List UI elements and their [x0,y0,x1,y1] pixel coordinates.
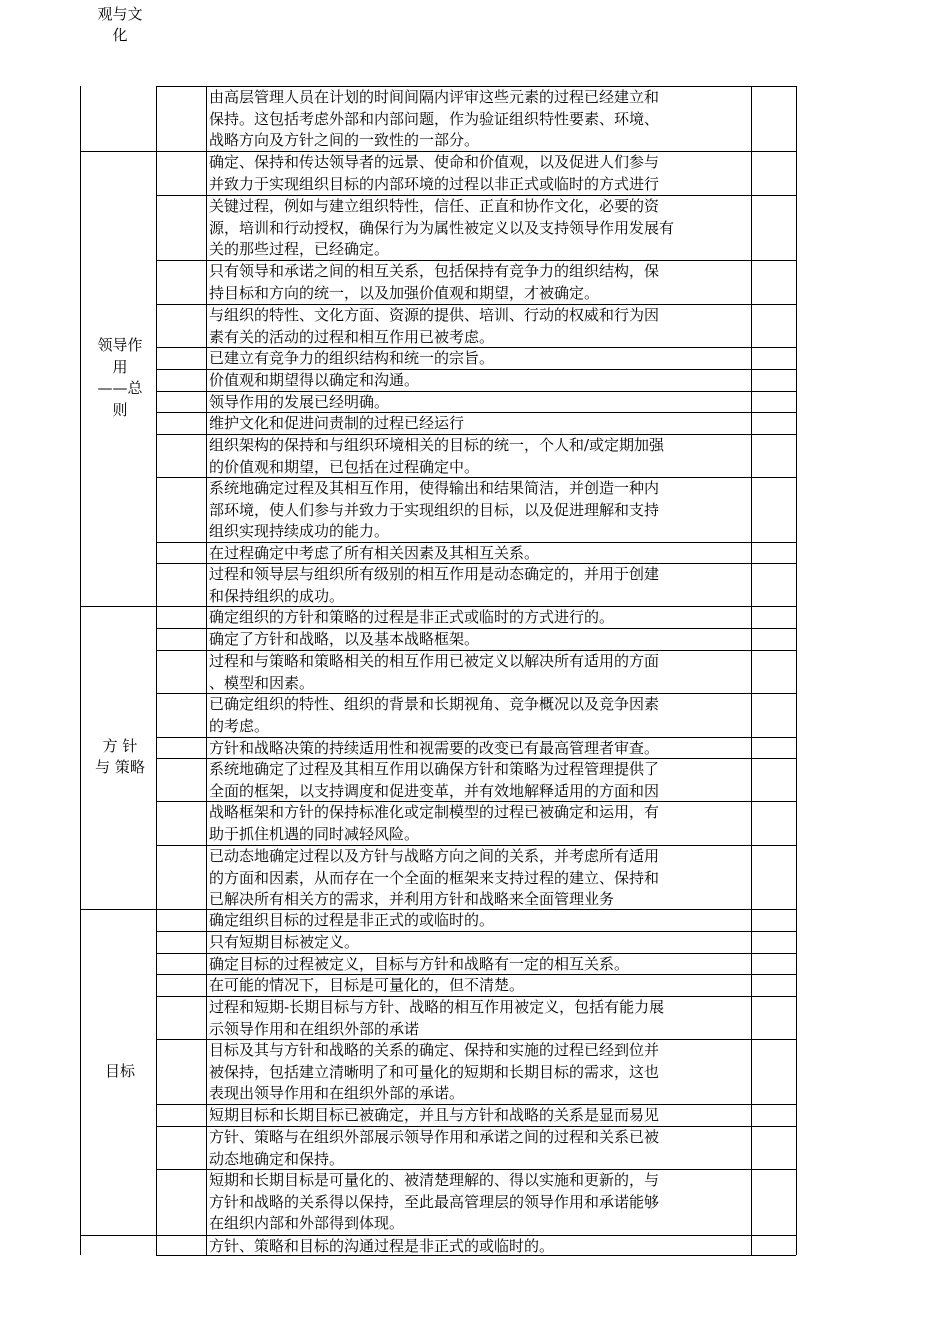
criterion-cell [209,759,749,801]
criterion-line: 组织架构的保持和与组织环境相关的目标的统一，个人和/或定期加强 [209,436,665,454]
criterion-cell [209,629,749,650]
criterion-line: 确定组织的方针和策略的过程是非正式或临时的方式进行的。 [209,608,615,626]
criterion-line: 的方面和因素，从而存在一个全面的框架来支持过程的建立、保持和 [209,868,660,887]
criterion-line: 方针和战略决策的持续适用性和视需要的改变已有最高管理者审查。 [209,739,660,757]
criterion-line: 素有关的活动的过程和相互作用已被考虑。 [209,327,495,346]
criterion-line: 全面的框架，以支持调度和促进变革，并有效地解释适用的方面和因 [209,781,660,800]
criterion-cell [209,932,749,953]
criterion-line: 由高层管理人员在计划的时间间隔内评审这些元素的过程已经建立和 [209,88,660,106]
column-divider [796,86,797,1255]
criterion-line: 助于抓住机遇的同时减轻风险。 [209,824,420,843]
criterion-line: 示领导作用和在组织外部的承诺 [209,1019,420,1038]
criterion-line: 表现出领导作用和在组织外部的承诺。 [209,1084,465,1103]
header-fragment-line-1: 观与文 [97,5,143,23]
criterion-cell [209,694,749,737]
criterion-cell [209,1127,749,1169]
criterion-cell [209,954,749,974]
criterion-cell [209,738,749,758]
criterion-line: 只有短期目标被定义。 [209,933,360,951]
criterion-cell [209,370,749,391]
criterion-cell [209,997,749,1039]
section-label-line: 用 [112,357,128,376]
criterion-line: 系统地确定过程及其相互作用，使得输出和结果简洁，并创造一种内 [209,479,660,497]
criterion-line: 已解决所有相关方的需求，并利用方针和战略来全面管理业务 [209,890,615,909]
criterion-line: 并致力于实现组织目标的内部环境的过程以非正式或临时的方式进行 [209,174,660,193]
section-label-line: 与 策略 [95,758,145,777]
section-label [84,335,156,421]
criterion-line: 过程和与策略和策略相关的相互作用已被定义以解决所有适用的方面 [209,652,660,670]
section-label-line: 则 [112,401,128,420]
criterion-cell [209,348,749,369]
criterion-cell [209,152,749,195]
section-label-line: 目标 [104,1062,135,1081]
criterion-cell [209,910,749,931]
criterion-cell [209,261,749,304]
criterion-cell [209,846,749,909]
criterion-line: 短期和长期目标是可量化的、被清楚理解的、得以实施和更新的，与 [209,1171,660,1189]
criterion-line: 和保持组织的成功。 [209,586,345,605]
criterion-line: 动态地确定和保持。 [209,1149,345,1168]
criterion-cell [209,305,749,347]
section-label [84,1061,156,1083]
criterion-cell [209,1170,749,1235]
section-label-line: ——总 [97,379,143,398]
criterion-cell [209,543,749,563]
section-label-line: 方 针 [102,736,138,755]
criterion-line: 在可能的情况下，目标是可量化的，但不清楚。 [209,976,525,994]
criterion-line: 被保持，包括建立清晰明了和可量化的短期和长期目标的需求，这也 [209,1062,660,1081]
criterion-line: 源，培训和行动授权，确保行为为属性被定义以及支持领导作用发展有 [209,218,675,237]
criterion-cell [209,435,749,477]
criterion-line: 关键过程，例如与建立组织特性，信任、正直和协作文化，必要的资 [209,197,660,215]
section-divider [80,151,156,152]
criterion-line: 部环境，使人们参与并致力于实现组织的目标，以及促进理解和支持 [209,500,660,519]
criterion-line: 只有领导和承诺之间的相互关系，包括保持有竞争力的组织结构，保 [209,262,660,280]
criterion-line: 与组织的特性、文化方面、资源的提供、培训、行动的权威和行为因 [209,306,660,324]
section-divider [80,909,156,910]
criterion-line: 的价值观和期望，已包括在过程确定中。 [209,457,480,476]
criterion-line: 维护文化和促进问责制的过程已经运行 [209,414,465,432]
criterion-cell [209,975,749,996]
criterion-line: 组织实现持续成功的能力。 [209,522,390,541]
criterion-line: 战略框架和方针的保持标准化或定制模型的过程已被确定和运用，有 [209,803,660,821]
criterion-line: 方针、策略与在组织外部展示领导作用和承诺之间的过程和关系已被 [209,1128,660,1146]
criterion-line: 系统地确定了过程及其相互作用以确保方针和策略为过程管理提供了 [209,760,660,778]
section-divider [80,1235,156,1236]
header-fragment-line-2: 化 [112,26,128,44]
criterion-cell [209,802,749,845]
criterion-cell [209,1105,749,1126]
criterion-cell [209,564,749,606]
criterion-line: 方针和战略的关系得以保持，至此最高管理层的领导作用和承诺能够 [209,1192,660,1211]
criterion-line: 目标及其与方针和战略的关系的确定、保持和实施的过程已经到位并 [209,1041,660,1059]
section-divider [80,606,156,607]
criterion-line: 价值观和期望得以确定和沟通。 [209,371,420,389]
criterion-line: 在过程确定中考虑了所有相关因素及其相互关系。 [209,544,540,562]
criterion-line: 确定目标的过程被定义，目标与方针和战略有一定的相互关系。 [209,955,630,973]
section-label-line: 领导作 [97,336,143,355]
criterion-line: 确定、保持和传达领导者的远景、使命和价值观，以及促进人们参与 [209,153,660,171]
criterion-cell [209,1040,749,1104]
criterion-line: 已建立有竞争力的组织结构和统一的宗旨。 [209,349,495,367]
criterion-cell [209,392,749,412]
criterion-cell [209,413,749,434]
criterion-cell [209,1236,749,1255]
column-divider [206,86,207,1255]
criterion-line: 短期目标和长期目标已被确定，并且与方针和战略的关系是显而易见 [209,1106,660,1124]
column-divider [80,86,81,1255]
criterion-line: 过程和领导层与组织所有级别的相互作用是动态确定的，并用于创建 [209,565,660,583]
column-divider [156,86,157,1255]
row-divider [156,1255,796,1256]
criterion-line: 保持。这包括考虑外部和内部问题，作为验证组织特性要素、环境、 [209,109,660,128]
criterion-cell [209,478,749,542]
criterion-line: 领导作用的发展已经明确。 [209,393,390,411]
criterion-cell [209,607,749,628]
criterion-line: 持目标和方向的统一，以及加强价值观和期望，才被确定。 [209,283,600,302]
criterion-line: 已确定组织的特性、组织的背景和长期视角、竞争概况以及竞争因素 [209,695,660,713]
column-divider [751,86,752,1255]
criterion-line: 战略方向及方针之间的一致性的一部分。 [209,131,480,150]
criterion-line: 已动态地确定过程以及方针与战略方向之间的关系，并考虑所有适用 [209,847,660,865]
criterion-line: 、模型和因素。 [209,673,315,692]
criterion-line: 确定了方针和战略，以及基本战略框架。 [209,630,480,648]
section-label [84,736,156,779]
criterion-line: 方针、策略和目标的沟通过程是非正式的或临时的。 [209,1237,555,1255]
criterion-line: 过程和短期-长期目标与方针、战略的相互作用被定义，包括有能力展 [209,998,665,1016]
criterion-line: 确定组织目标的过程是非正式的或临时的。 [209,911,495,929]
criterion-cell [209,196,749,260]
criterion-line: 的考虑。 [209,716,270,735]
criterion-cell [209,651,749,693]
criterion-line: 关的那些过程，已经确定。 [209,240,390,259]
criterion-line: 在组织内部和外部得到体现。 [209,1214,405,1233]
criterion-cell [209,87,749,151]
